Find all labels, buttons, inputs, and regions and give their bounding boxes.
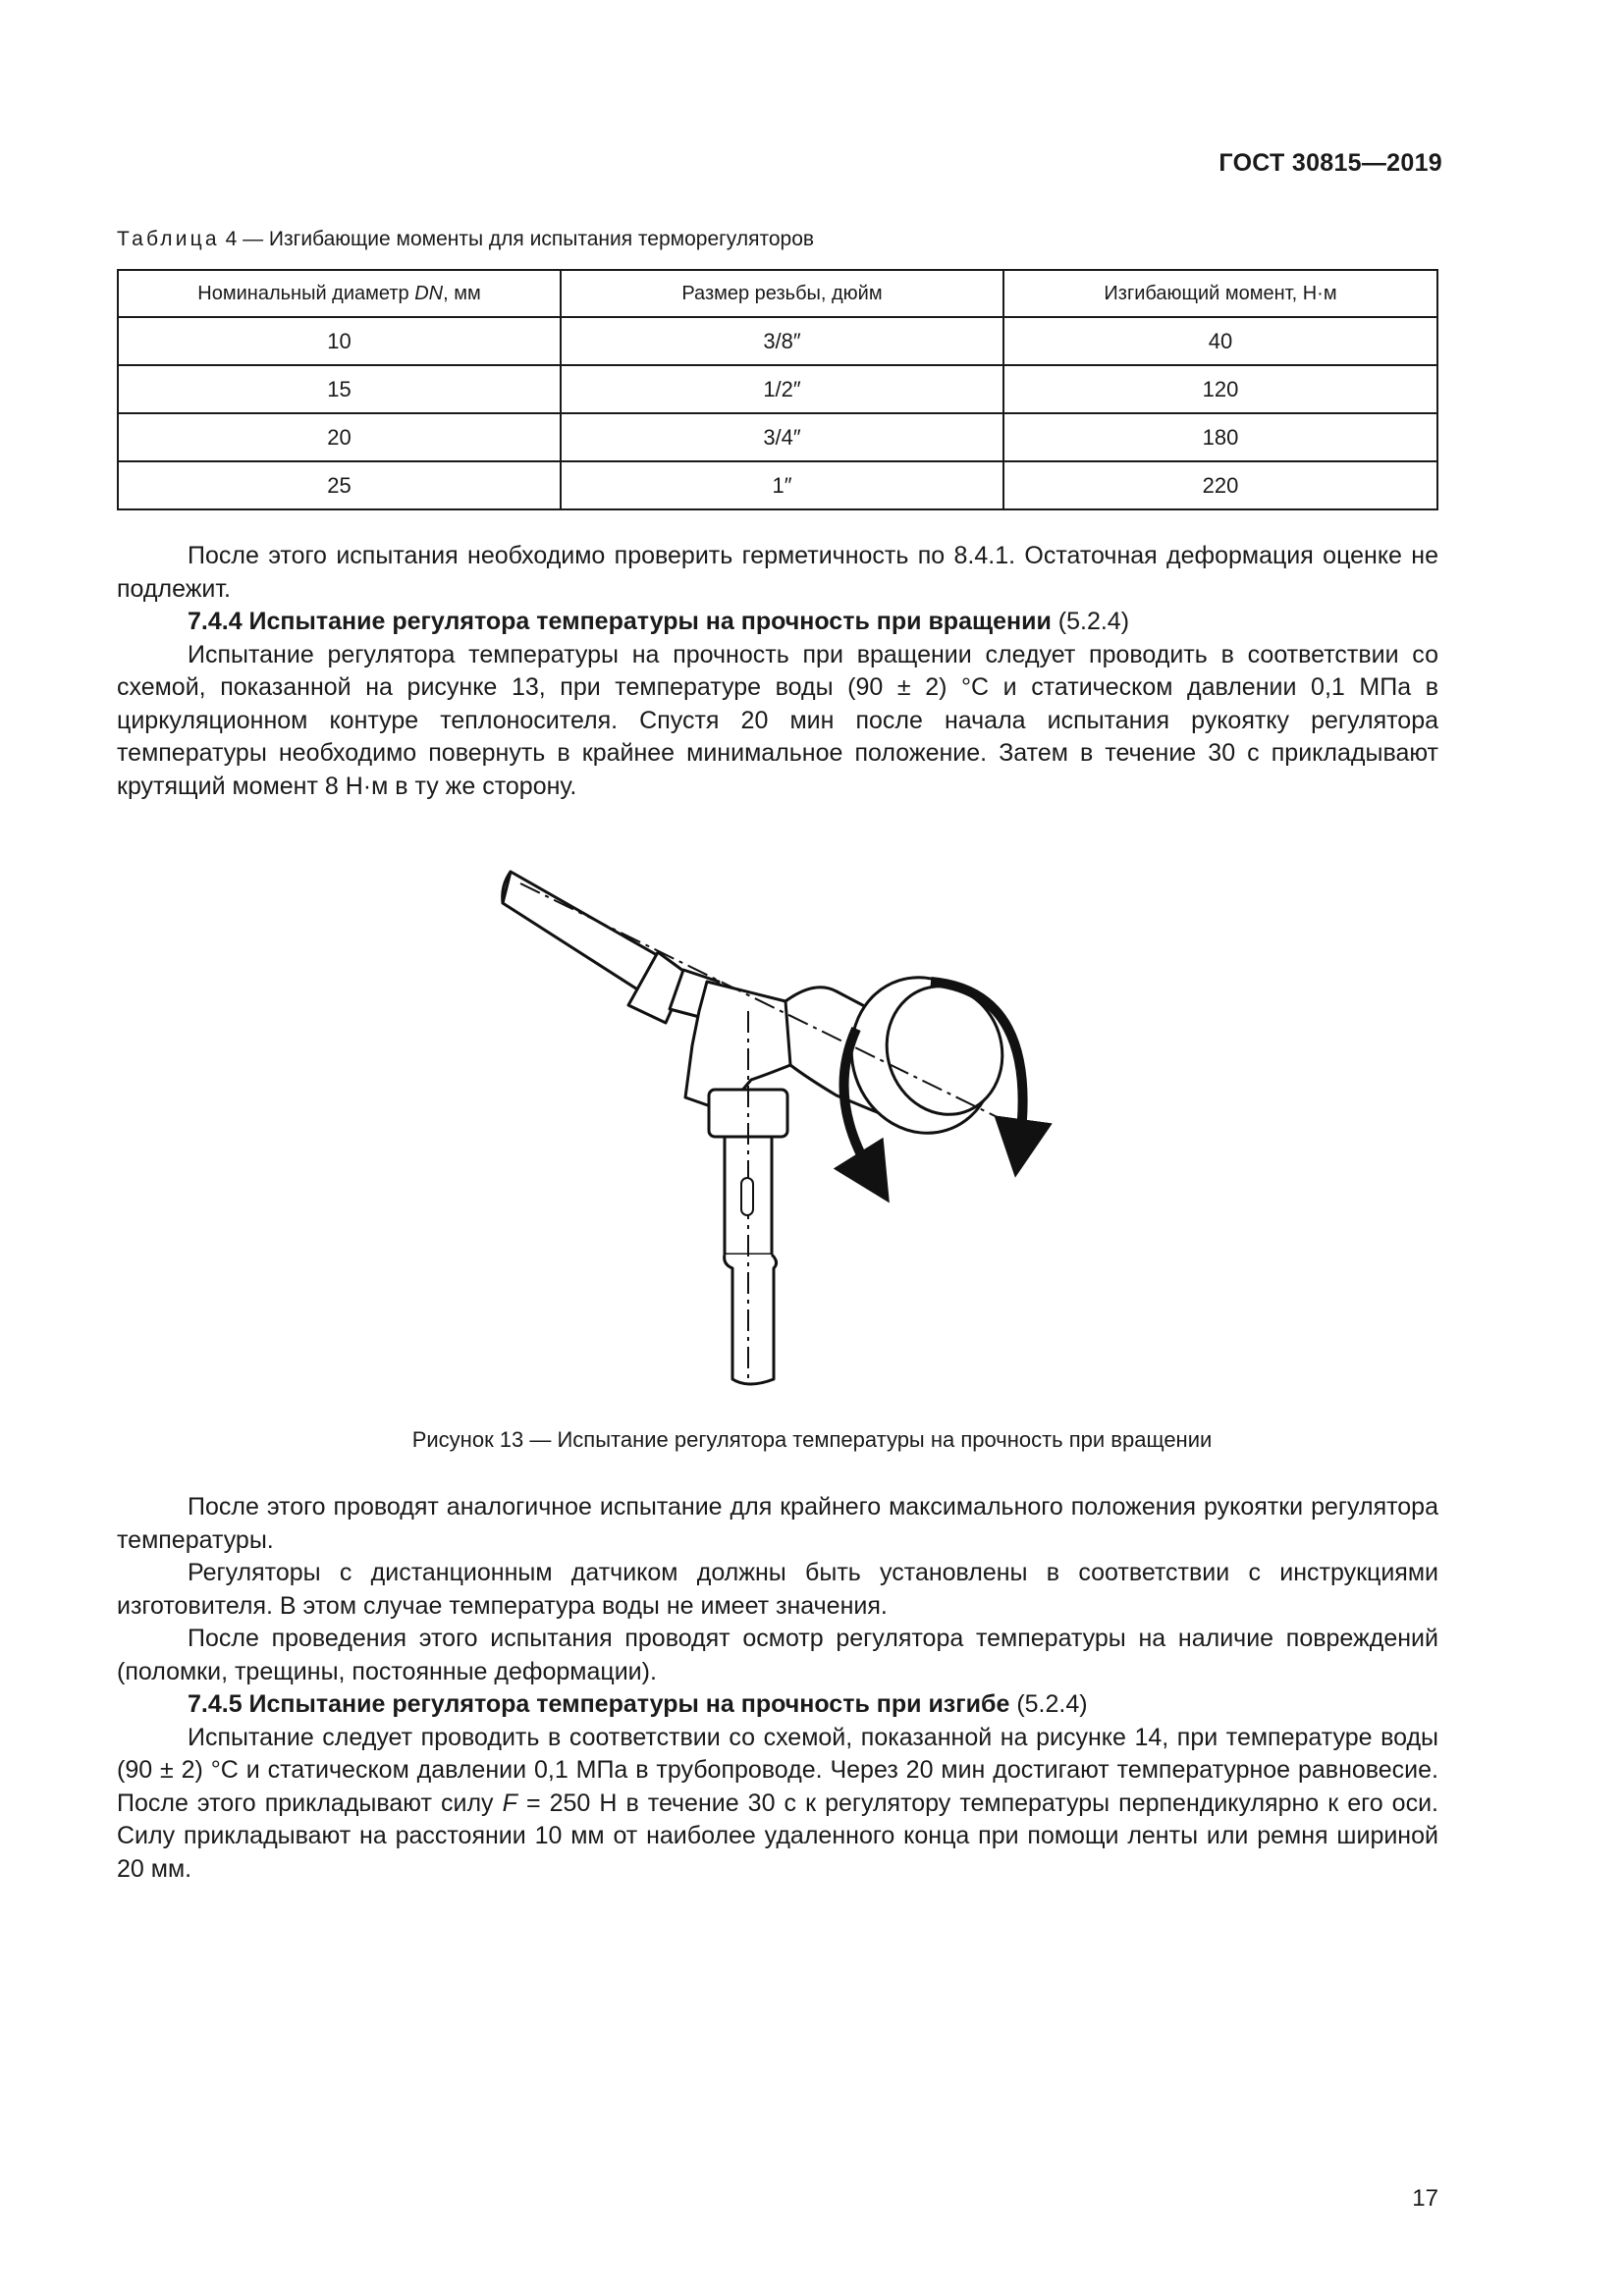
paragraph-max-position: После этого проводят аналогичное испытание для крайнего максимального положения рукоятки регулятора температуры. — [117, 1493, 1438, 1554]
figure-13-caption: Рисунок 13 — Испытание регулятора температуры на прочность при вращении — [411, 1427, 1213, 1452]
paragraph-bending-test: Испытание следует проводить в соответствии со схемой, показанной на рисунке 14, при температуре воды (90 ± 2) °С и статическом давлении 0,1 МПа в трубопроводе. Через 20 мин достигают температурное равновесие. После этого прикладывают силу F = 250 Н в течение 30 с к регулятору температуры перпендикулярно к его оси. Силу прикладывают на расстоянии 10 мм от наиболее удаленного конца при помощи ленты или ремня шириной 20 мм. — [117, 1723, 1438, 1883]
body-text-lower — [117, 1491, 1438, 1886]
table-header-row — [118, 270, 1437, 317]
cell-thread: 3/8″ — [561, 317, 1003, 365]
table-row — [118, 413, 1437, 461]
header-thread-size: Размер резьбы, дюйм — [561, 270, 1003, 317]
cell-diameter: 25 — [118, 461, 561, 509]
header-nominal-diameter: Номинальный диаметр DN, мм — [118, 270, 561, 317]
table-caption-label: Таблица — [117, 228, 220, 250]
table-row — [118, 461, 1437, 509]
cell-diameter: 15 — [118, 365, 561, 413]
paragraph-rotation-test: Испытание регулятора температуры на прочность при вращении следует проводить в соответствии со схемой, показанной на рисунке 13, при температуре воды (90 ± 2) °С и статическом давлении 0,1 МПа в циркуляционном контуре теплоносителя. Спустя 20 мин после начала испытания рукоятку регулятора температуры необходимо повернуть в крайнее минимальное положение. Затем в течение 30 с прикладывают крутящий момент 8 Н·м в ту же сторону. — [117, 640, 1438, 800]
cell-diameter: 20 — [118, 413, 561, 461]
table-caption-text: 4 — Изгибающие моменты для испытания терморегуляторов — [219, 228, 815, 250]
cell-diameter: 10 — [118, 317, 561, 365]
paragraph-remote-sensor: Регуляторы с дистанционным датчиком должны быть установлены в соответствии с инструкциями изготовителя. В этом случае температура воды не имеет значения. — [117, 1559, 1438, 1620]
cell-moment: 120 — [1003, 365, 1437, 413]
paragraph-leak-check: После этого испытания необходимо проверить герметичность по 8.4.1. Остаточная деформация оценке не подлежит. — [117, 542, 1438, 603]
cell-moment: 40 — [1003, 317, 1437, 365]
bending-moments-table — [117, 269, 1438, 510]
page-number: 17 — [1412, 2185, 1438, 2212]
header-bending-moment: Изгибающий момент, Н·м — [1003, 270, 1437, 317]
table-row — [118, 317, 1437, 365]
paragraph-inspection: После проведения этого испытания проводят осмотр регулятора температуры на наличие повреждений (поломки, трещины, постоянные деформации). — [117, 1625, 1438, 1685]
cell-moment: 220 — [1003, 461, 1437, 509]
document-header: ГОСТ 30815—2019 — [1218, 149, 1442, 177]
cell-thread: 1/2″ — [561, 365, 1003, 413]
body-text-upper — [117, 540, 1438, 803]
cell-thread: 1″ — [561, 461, 1003, 509]
pipe-slot — [741, 1178, 753, 1215]
figure-13-rotation-test — [491, 854, 1080, 1404]
table-caption — [117, 228, 814, 251]
cell-thread: 3/4″ — [561, 413, 1003, 461]
table-row — [118, 365, 1437, 413]
section-7-4-5-heading: 7.4.5 Испытание регулятора температуры на прочность при изгибе (5.2.4) — [188, 1690, 1088, 1718]
cell-moment: 180 — [1003, 413, 1437, 461]
section-7-4-4-heading: 7.4.4 Испытание регулятора температуры на прочность при вращении (5.2.4) — [188, 608, 1130, 635]
